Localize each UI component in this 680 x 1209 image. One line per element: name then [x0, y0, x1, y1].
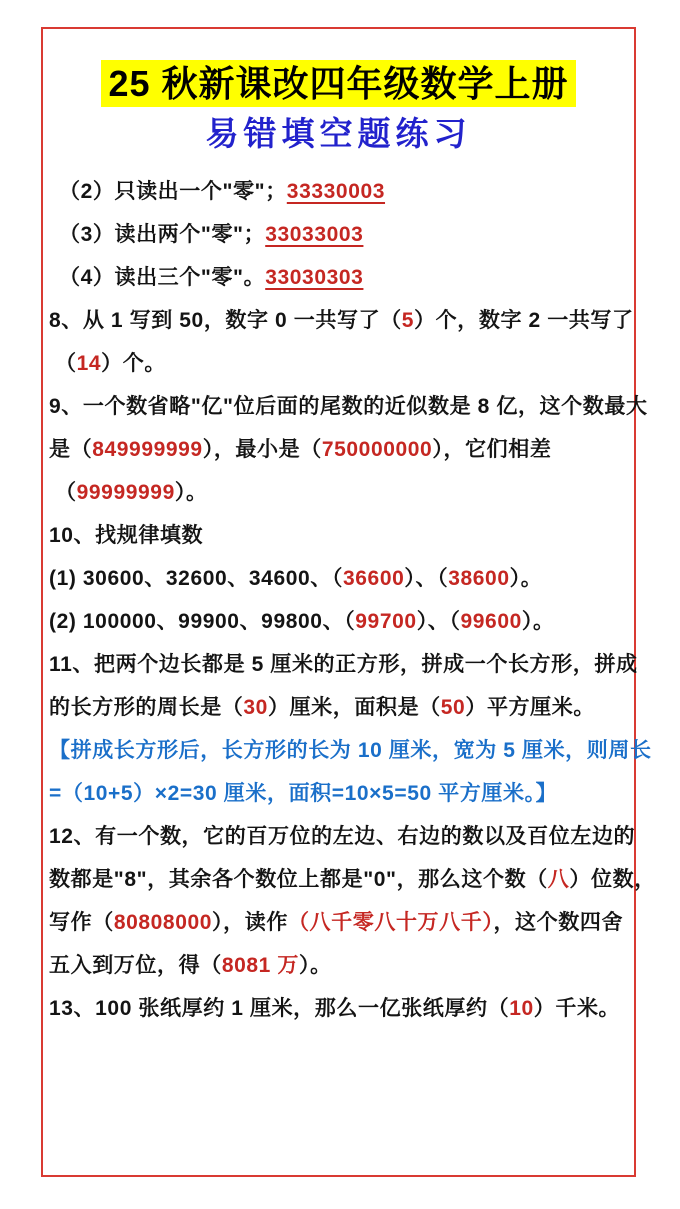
question-text: ），最小是（	[202, 438, 322, 461]
question-text: ）千米。	[533, 997, 621, 1020]
answer-text: （八千零八十万八千）	[287, 911, 494, 934]
question-text: 五入到万位，得（	[49, 954, 222, 977]
note-text: 【拼成长方形后，长方形的长为 10 厘米，宽为 5 厘米，则周长	[49, 739, 652, 762]
question-text: ，这个数四舍	[493, 911, 624, 934]
question-text: ）厘米，面积是（	[267, 696, 441, 719]
question-text: (2) 100000、99900、99800、（	[49, 610, 356, 633]
title-block	[43, 60, 634, 107]
answer-text: 10	[509, 997, 534, 1020]
question-text: （4）读出三个"零"。	[59, 266, 266, 289]
question-text: ）。	[521, 610, 555, 633]
question-text: 11、把两个边长都是 5 厘米的正方形，拼成一个长方形，拼成	[49, 653, 638, 676]
text-line	[49, 987, 630, 1030]
text-line	[49, 170, 630, 213]
text-line	[49, 299, 634, 342]
question-text: （2）只读出一个"零"；	[59, 180, 287, 203]
answer-text: 50	[440, 696, 466, 719]
text-line	[49, 600, 630, 643]
answer-text: 849999999	[92, 438, 203, 461]
question-text: (1) 30600、32600、34600、（	[49, 567, 343, 590]
text-line	[49, 213, 630, 256]
answer-text: 80808000	[113, 911, 213, 934]
answer-text: 33033003	[265, 223, 364, 246]
question-text: （	[55, 352, 77, 375]
question-text: ）平方厘米。	[465, 696, 595, 719]
text-line	[49, 643, 638, 686]
question-text: ），读作	[212, 911, 288, 934]
text-line	[49, 944, 630, 987]
question-text: 12、有一个数，它的百万位的左边、右边的数以及百位左边的	[49, 825, 636, 848]
note-text: =（10+5）×2=30 厘米，面积=10×5=50 平方厘米。】	[49, 782, 558, 805]
question-text: 13、100 张纸厚约 1 厘米，那么一亿张纸厚约（	[49, 997, 510, 1020]
question-text: 9、一个数省略"亿"位后面的尾数的近似数是 8 亿，这个数最大	[49, 395, 648, 418]
answer-text: 38600	[448, 567, 510, 590]
question-text: ）个。	[101, 352, 166, 375]
text-line	[49, 385, 648, 428]
answer-text: 750000000	[321, 438, 433, 461]
answer-text: 8081 万	[221, 954, 299, 977]
text-line	[49, 729, 652, 772]
question-text: ）。	[174, 481, 208, 504]
content-lines	[43, 170, 656, 1030]
text-line	[49, 901, 630, 944]
question-text: （	[55, 481, 77, 504]
question-text: ），它们相差	[432, 438, 552, 461]
text-line	[49, 772, 630, 815]
answer-text: 99600	[460, 610, 522, 633]
answer-text: 30	[243, 696, 268, 719]
text-line	[49, 815, 636, 858]
answer-text: 36600	[343, 567, 405, 590]
question-text: ）、（	[404, 567, 449, 590]
question-text: 的长方形的周长是（	[49, 696, 244, 719]
question-text: 数都是"8"，其余各个数位上都是"0"，那么这个数（	[49, 868, 548, 891]
text-line	[49, 471, 630, 514]
question-text: ）。	[509, 567, 543, 590]
text-line	[49, 342, 630, 385]
answer-text: 14	[76, 352, 102, 375]
answer-text: 99999999	[76, 481, 175, 504]
question-text: ）。	[298, 954, 332, 977]
worksheet-border-frame	[41, 27, 656, 1177]
text-line	[49, 686, 630, 729]
question-text: ）位数，	[569, 868, 656, 891]
text-line	[49, 428, 630, 471]
text-line	[49, 858, 656, 901]
answer-text: 33030303	[265, 266, 364, 289]
question-text: 是（	[49, 438, 93, 461]
question-text: 8、从 1 写到 50，数字 0 一共写了（	[49, 309, 402, 332]
text-line	[49, 256, 630, 299]
question-text: 写作（	[49, 911, 114, 934]
page-subtitle: 易错填空题练习	[205, 115, 472, 152]
text-line	[49, 514, 630, 557]
answer-text: 5	[401, 309, 415, 332]
question-text: ）个，数字 2 一共写了	[414, 309, 634, 332]
question-text: 10、找规律填数	[49, 524, 204, 547]
answer-text: 33330003	[286, 180, 386, 203]
question-text: ）、（	[416, 610, 461, 633]
page-title: 25 秋新课改四年级数学上册	[101, 60, 575, 107]
text-line	[49, 557, 630, 600]
answer-text: 八	[547, 868, 570, 891]
question-text: （3）读出两个"零"；	[59, 223, 266, 246]
answer-text: 99700	[355, 610, 417, 633]
